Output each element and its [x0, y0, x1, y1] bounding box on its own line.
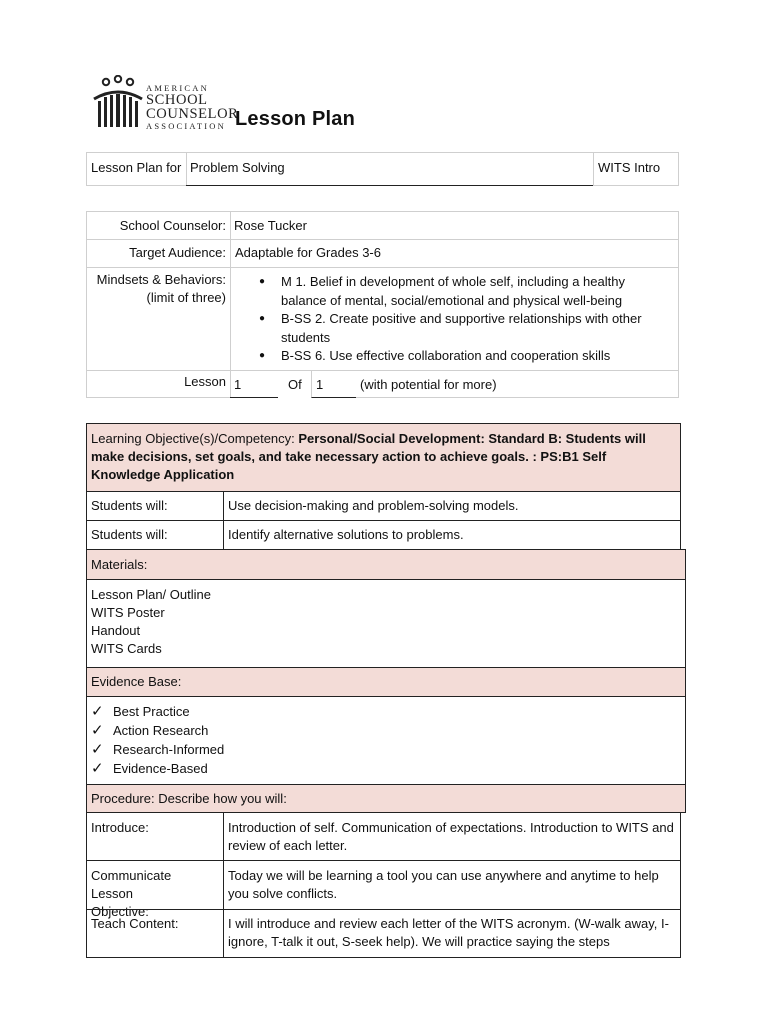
mindsets-label-cell — [86, 267, 231, 371]
logo-line-american: AMERICAN — [146, 83, 209, 93]
logo-line-school: SCHOOL — [146, 91, 208, 108]
list-item: ✓ Research-Informed — [91, 741, 225, 758]
students-will-text-1: Use decision-making and problem-solving models. — [223, 491, 681, 521]
audience-value: Adaptable for Grades 3-6 — [230, 239, 679, 268]
list-item: WITS Poster — [91, 605, 165, 620]
materials-list — [86, 579, 686, 668]
lesson-number: 1 — [230, 370, 278, 398]
mindsets-label: Mindsets & Behaviors: — [96, 272, 226, 287]
logo-line-association: ASSOCIATION — [146, 120, 226, 131]
teach-content-label: Teach Content: — [86, 909, 224, 958]
mindsets-list — [235, 273, 674, 366]
communicate-objective-text: Today we will be learning a tool you can use anywhere and anytime to help you solve conflicts. — [223, 860, 681, 910]
list-item: ● M 1. Belief in development of whole self, including a healthy balance of mental, social/emotional and physical well-being — [281, 273, 674, 310]
checkmark-icon: ✓ — [91, 722, 104, 739]
teach-content-text: I will introduce and review each letter of the WITS acronym. (W-walk away, I-ignore, T-talk it out, S-seek help). We will practice saying the steps — [223, 909, 681, 958]
asca-emblem-icon — [92, 75, 144, 131]
lesson-plan-for-label: Lesson Plan for — [86, 152, 187, 186]
of-label: Of — [277, 370, 312, 398]
evidence-header: Evidence Base: — [86, 667, 686, 697]
mindsets-list-cell — [230, 267, 679, 371]
asca-logo — [92, 75, 239, 131]
lesson-total: 1 — [311, 370, 357, 398]
list-item: WITS Cards — [91, 641, 162, 656]
logo-line-counselor: COUNSELOR — [146, 106, 239, 122]
list-item: Lesson Plan/ Outline — [91, 587, 211, 602]
list-item: ● B-SS 6. Use effective collaboration and cooperation skills — [281, 347, 674, 366]
list-item: ✓ Best Practice — [91, 703, 190, 720]
students-will-label-2: Students will: — [86, 520, 224, 550]
communicate-objective-label: Communicate Lesson Objective: — [86, 860, 224, 910]
counselor-name: Rose Tucker — [230, 211, 679, 240]
list-item: ✓ Evidence-Based — [91, 760, 208, 777]
lesson-label: Lesson — [86, 370, 231, 398]
materials-header: Materials: — [86, 549, 686, 580]
list-item: ✓ Action Research — [91, 722, 209, 739]
list-item: Handout — [91, 623, 141, 638]
counselor-label: School Counselor: — [86, 211, 231, 240]
page-title: Lesson Plan — [235, 108, 356, 130]
learning-objective — [86, 423, 681, 492]
students-will-label-1: Students will: — [86, 491, 224, 521]
audience-label: Target Audience: — [86, 239, 231, 268]
checkmark-icon: ✓ — [91, 703, 104, 720]
introduce-text: Introduction of self. Communication of expectations. Introduction to WITS and review of each letter. — [223, 812, 681, 861]
checkmark-icon: ✓ — [91, 741, 104, 758]
objective-label: Learning Objective(s)/Competency: — [91, 431, 299, 446]
evidence-list — [86, 696, 686, 785]
procedure-header: Procedure: Describe how you will: — [86, 784, 686, 813]
introduce-label: Introduce: — [86, 812, 224, 861]
list-item: ● B-SS 2. Create positive and supportive relationships with other students — [281, 310, 674, 347]
lesson-note: (with potential for more) — [356, 370, 679, 398]
objective-text: Personal/Social Development: Standard B: Students will make decisions, set goals, and take necessary action to achieve goals. : PS:B1 Self Knowledge Application — [91, 431, 646, 482]
lesson-topic: Problem Solving — [186, 152, 594, 186]
mindsets-note: (limit of three) — [146, 290, 226, 305]
students-will-text-2: Identify alternative solutions to problems. — [223, 520, 681, 550]
lesson-unit: WITS Intro — [593, 152, 679, 186]
checkmark-icon: ✓ — [91, 760, 104, 777]
